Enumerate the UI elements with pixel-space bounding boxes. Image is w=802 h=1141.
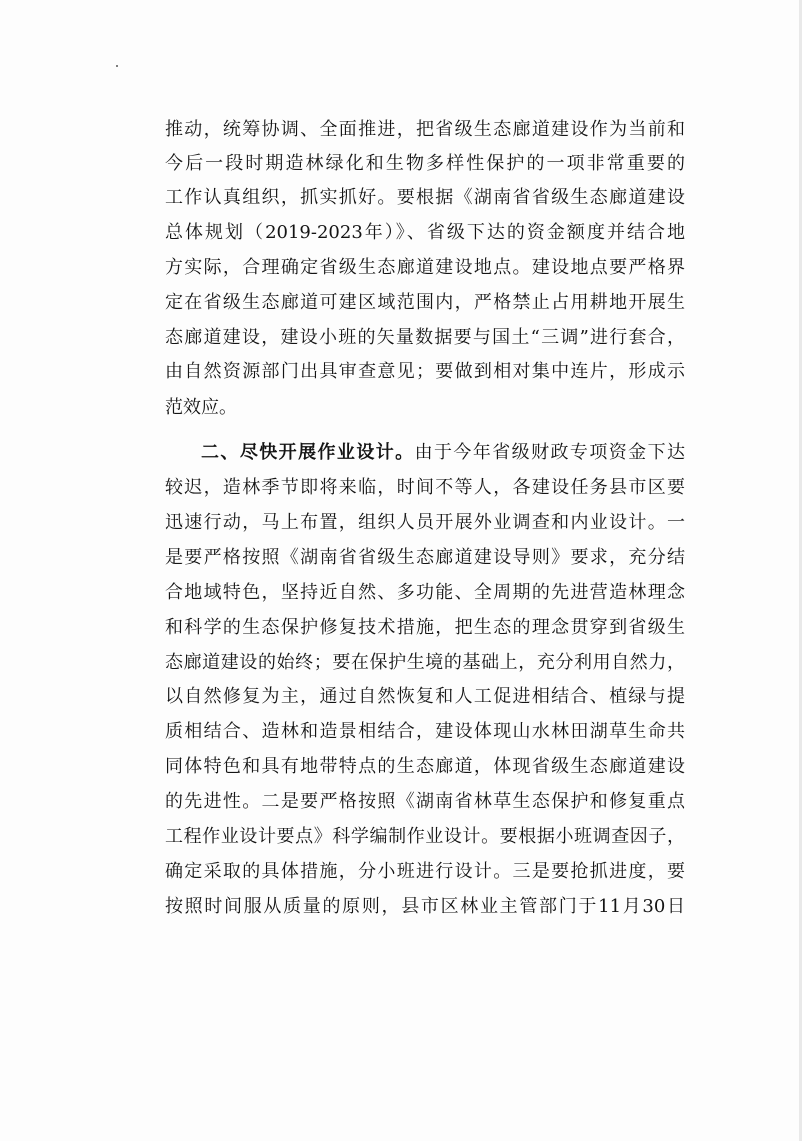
text-line: 的先进性。二是要严格按照《湖南省林草生态保护和修复重点 bbox=[165, 791, 685, 812]
scan-speck bbox=[116, 65, 118, 67]
text-line: 按照时间服从质量的原则，县市区林业主管部门于11月30日 bbox=[165, 896, 685, 917]
paragraph-heading-line bbox=[201, 441, 685, 465]
text-line: 较迟，造林季节即将来临，时间不等人，各建设任务县市区要 bbox=[165, 477, 685, 498]
text-line: 范效应。 bbox=[165, 397, 237, 418]
text-line: 迅速行动，马上布置，组织人员开展外业调查和内业设计。一 bbox=[165, 512, 685, 533]
text-line: 是要严格按照《湖南省省级生态廊道建设导则》要求，充分结 bbox=[165, 547, 685, 568]
text-line: 推动，统筹协调、全面推进，把省级生态廊道建设作为当前和 bbox=[165, 119, 685, 140]
text-line: 总体规划（2019-2023年）》、省级下达的资金额度并结合地 bbox=[165, 222, 685, 243]
text-line: 态廊道建设，建设小班的矢量数据要与国土“三调”进行套合， bbox=[165, 327, 685, 348]
text-line: 由自然资源部门出具审查意见；要做到相对集中连片，形成示 bbox=[165, 361, 685, 382]
text-line: 同体特色和具有地带特点的生态廊道，体现省级生态廊道建设 bbox=[165, 756, 685, 777]
text-span: 由于今年省级财政专项资金下达 bbox=[414, 442, 686, 463]
text-line: 态廊道建设的始终；要在保护生境的基础上，充分利用自然力， bbox=[165, 652, 685, 673]
text-line: 工作认真组织，抓实抓好。要根据《湖南省省级生态廊道建设 bbox=[165, 187, 685, 208]
text-line: 合地域特色，坚持近自然、多功能、全周期的先进营造林理念 bbox=[165, 582, 685, 603]
text-line: 工程作业设计要点》科学编制作业设计。要根据小班调查因子， bbox=[165, 826, 685, 847]
text-line: 今后一段时期造林绿化和生物多样性保护的一项非常重要的 bbox=[165, 153, 685, 174]
section-heading: 二、尽快开展作业设计。 bbox=[201, 442, 415, 463]
text-line: 方实际，合理确定省级生态廊道建设地点。建设地点要严格界 bbox=[165, 257, 685, 278]
text-line: 以自然修复为主，通过自然恢复和人工促进相结合、植绿与提 bbox=[165, 686, 685, 707]
text-line: 定在省级生态廊道可建区域范围内，严格禁止占用耕地开展生 bbox=[165, 292, 685, 313]
text-line: 和科学的生态保护修复技术措施，把生态的理念贯穿到省级生 bbox=[165, 617, 685, 638]
text-line: 确定采取的具体措施，分小班进行设计。三是要抢抓进度，要 bbox=[165, 861, 685, 882]
text-line: 质相结合、造林和造景相结合，建设体现山水林田湖草生命共 bbox=[165, 721, 685, 742]
